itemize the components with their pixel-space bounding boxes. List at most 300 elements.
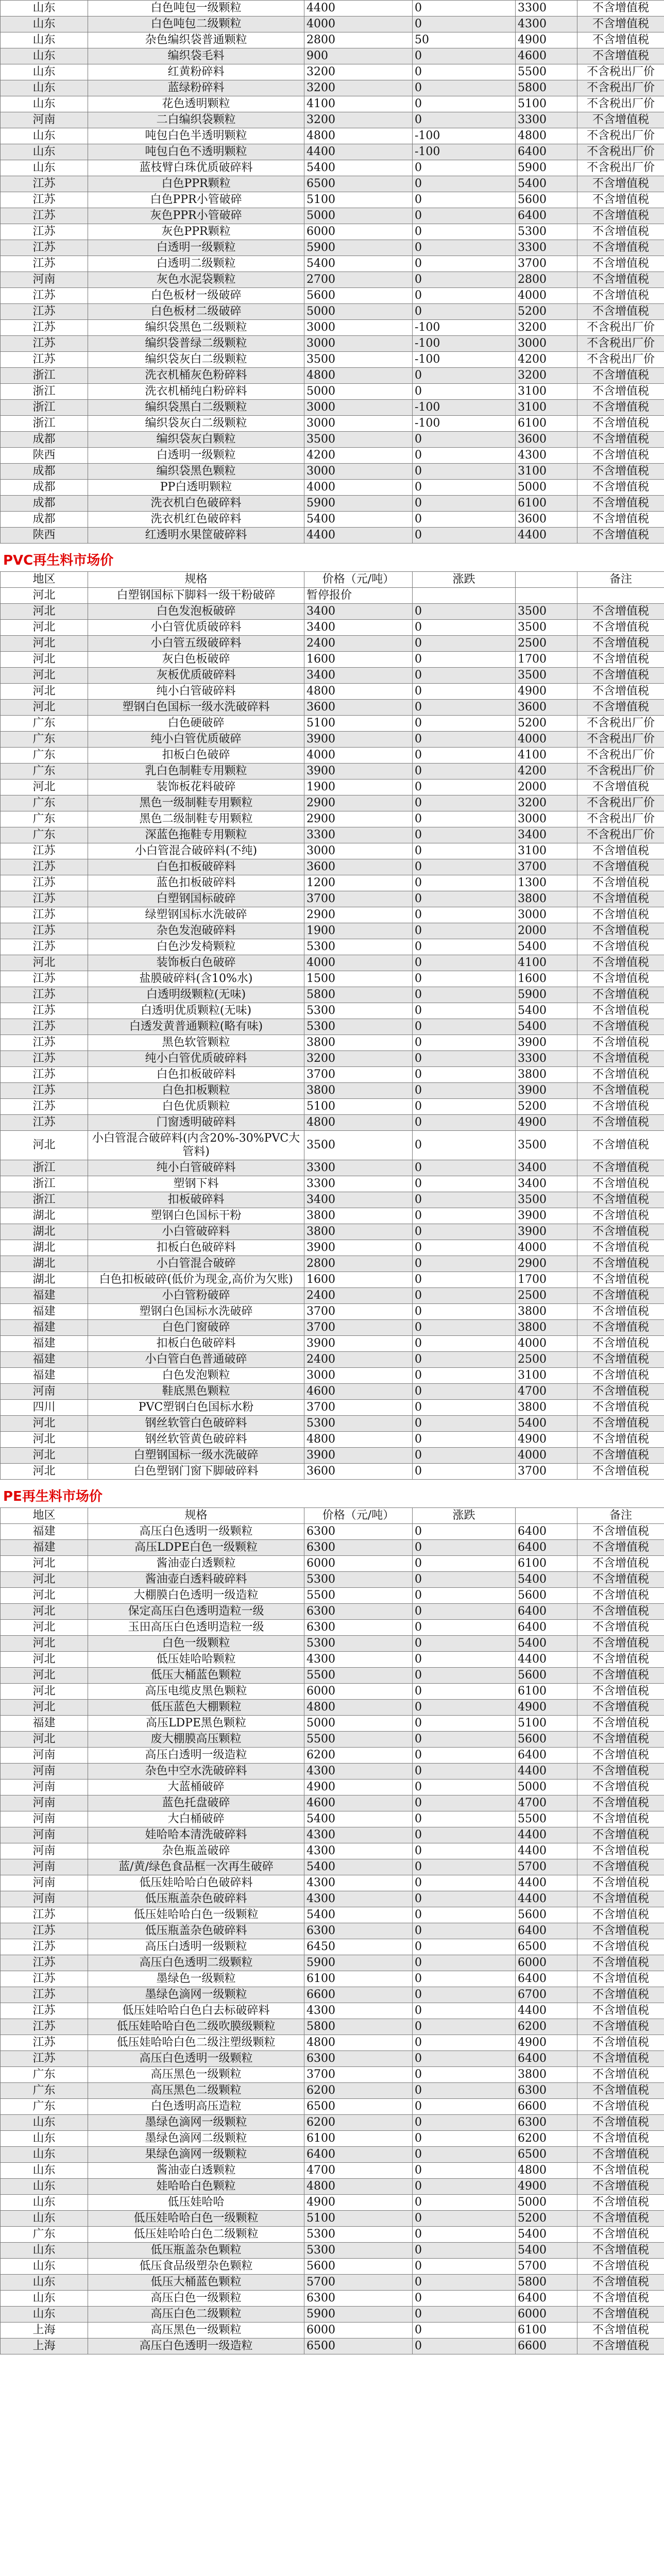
cell-change: 0 (413, 1336, 516, 1352)
cell-after: 5100 (516, 96, 577, 112)
cell-price: 5500 (304, 1732, 413, 1748)
cell-price: 4900 (304, 1780, 413, 1795)
cell-after: 6400 (516, 2051, 577, 2067)
cell-note: 不含增值税 (577, 1352, 664, 1368)
cell-change: 0 (413, 2051, 516, 2067)
cell-region: 湖北 (1, 1272, 88, 1288)
cell-price: 3000 (304, 843, 413, 859)
table-row (1, 1099, 664, 1115)
cell-note: 不含增值税 (577, 400, 664, 416)
cell-spec: 钢丝软管白色破碎料 (88, 1416, 304, 1432)
cell-after: 4000 (516, 1336, 577, 1352)
cell-change: 0 (413, 2323, 516, 2338)
cell-after: 5300 (516, 224, 577, 240)
cell-region: 江苏 (1, 1971, 88, 1987)
cell-spec: 小白管粉破碎 (88, 1288, 304, 1304)
cell-spec: 白塑钢国标破碎 (88, 891, 304, 907)
table-row (1, 1160, 664, 1176)
table-row (1, 400, 664, 416)
cell-region: 福建 (1, 1524, 88, 1540)
table-row (1, 668, 664, 684)
cell-note: 不含增值税 (577, 955, 664, 971)
header-note: 备注 (577, 572, 664, 588)
cell-after: 3000 (516, 336, 577, 352)
cell-note: 不含增值税 (577, 1668, 664, 1684)
cell-change: 0 (413, 2035, 516, 2051)
cell-spec: 小白管混合破碎 (88, 1256, 304, 1272)
cell-region: 湖北 (1, 1256, 88, 1272)
cell-region: 河南 (1, 1843, 88, 1859)
cell-change: 0 (413, 1288, 516, 1304)
cell-region: 江苏 (1, 256, 88, 272)
cell-region: 福建 (1, 1716, 88, 1732)
cell-price: 3200 (304, 64, 413, 80)
table-row (1, 352, 664, 368)
cell-region: 河北 (1, 1464, 88, 1480)
table-row (1, 1556, 664, 1572)
cell-change: 0 (413, 1572, 516, 1588)
cell-spec: 低压瓶盖杂色破碎料 (88, 1923, 304, 1939)
cell-change: 0 (413, 2195, 516, 2211)
cell-spec: 大棚膜白色透明一级造粒 (88, 1588, 304, 1604)
cell-spec: 塑钢白色国标一级水洗破碎料 (88, 700, 304, 716)
cell-after: 3300 (516, 112, 577, 128)
cell-spec: 洗衣机红色破碎料 (88, 512, 304, 528)
cell-note: 不含增值税 (577, 2115, 664, 2131)
cell-spec: 编织袋黑色颗粒 (88, 464, 304, 480)
cell-spec: 高压白透明一级造粒 (88, 1748, 304, 1764)
cell-change: 0 (413, 112, 516, 128)
cell-spec: 白色PPR颗粒 (88, 176, 304, 192)
cell-after: 5600 (516, 1668, 577, 1684)
cell-note: 不含增值税 (577, 256, 664, 272)
cell-note: 不含增值税 (577, 1051, 664, 1067)
cell-price: 暂停报价 (304, 588, 413, 604)
cell-price: 3000 (304, 320, 413, 336)
cell-note: 不含税出厂价 (577, 748, 664, 764)
cell-after: 4800 (516, 2163, 577, 2179)
cell-note: 不含增值税 (577, 1240, 664, 1256)
cell-price: 5100 (304, 192, 413, 208)
cell-price: 4300 (304, 1764, 413, 1780)
cell-price: 5100 (304, 1099, 413, 1115)
cell-after: 6400 (516, 1540, 577, 1556)
cell-after: 3500 (516, 668, 577, 684)
table-row (1, 1320, 664, 1336)
header-after (516, 1508, 577, 1524)
cell-note: 不含增值税 (577, 1684, 664, 1700)
cell-after: 5000 (516, 2195, 577, 2211)
cell-price: 4600 (304, 1384, 413, 1400)
cell-spec: 白色一级颗粒 (88, 1636, 304, 1652)
cell-note: 不含增值税 (577, 1067, 664, 1083)
cell-price: 6300 (304, 1604, 413, 1620)
cell-price: 5400 (304, 1859, 413, 1875)
cell-price: 4800 (304, 128, 413, 144)
cell-change: 0 (413, 1051, 516, 1067)
cell-change: 0 (413, 496, 516, 512)
cell-change: 0 (413, 1083, 516, 1099)
cell-spec: 高压LDPE黑色颗粒 (88, 1716, 304, 1732)
cell-note: 不含增值税 (577, 288, 664, 304)
cell-change: 0 (413, 748, 516, 764)
cell-spec: 编织袋毛料 (88, 48, 304, 64)
table-row (1, 1, 664, 16)
cell-spec: 蓝/黄/绿色食品框一次再生破碎 (88, 1859, 304, 1875)
cell-spec: 扣板白色破碎料 (88, 1336, 304, 1352)
cell-change: 0 (413, 1939, 516, 1955)
table-row (1, 1256, 664, 1272)
cell-price: 5300 (304, 2243, 413, 2259)
cell-change: 0 (413, 1588, 516, 1604)
cell-price: 6300 (304, 2291, 413, 2307)
cell-after: 4700 (516, 1795, 577, 1811)
table-row (1, 1668, 664, 1684)
cell-after: 4400 (516, 2003, 577, 2019)
cell-spec: 扣板白色破碎 (88, 748, 304, 764)
cell-after: 4000 (516, 1448, 577, 1464)
cell-spec: 墨绿色滴网二级颗粒 (88, 2131, 304, 2147)
cell-note: 不含增值税 (577, 2099, 664, 2115)
table-row (1, 1051, 664, 1067)
cell-change (413, 588, 516, 604)
cell-after: 6000 (516, 1955, 577, 1971)
table-row (1, 1971, 664, 1987)
cell-note: 不含增值税 (577, 1099, 664, 1115)
cell-change: 0 (413, 384, 516, 400)
cell-region: 河北 (1, 620, 88, 636)
cell-region: 河北 (1, 636, 88, 652)
cell-region: 山东 (1, 48, 88, 64)
cell-spec: 塑钢下料 (88, 1176, 304, 1192)
table-row (1, 32, 664, 48)
cell-region: 河北 (1, 1416, 88, 1432)
cell-change: 0 (413, 1131, 516, 1160)
cell-price: 3600 (304, 1464, 413, 1480)
cell-after: 3800 (516, 891, 577, 907)
cell-change: 0 (413, 1795, 516, 1811)
cell-after: 1700 (516, 652, 577, 668)
cell-after: 4200 (516, 352, 577, 368)
cell-after: 5100 (516, 1716, 577, 1732)
cell-note: 不含增值税 (577, 971, 664, 987)
cell-price: 3900 (304, 1240, 413, 1256)
table-row (1, 176, 664, 192)
cell-region: 山东 (1, 2131, 88, 2147)
cell-change: 0 (413, 732, 516, 748)
cell-change: 0 (413, 1524, 516, 1540)
cell-spec: 小白管五级破碎料 (88, 636, 304, 652)
table-row (1, 2227, 664, 2243)
cell-spec: 低压瓶盖杂色破碎料 (88, 1891, 304, 1907)
cell-after: 2500 (516, 1288, 577, 1304)
cell-after: 4200 (516, 764, 577, 779)
cell-after: 6000 (516, 2307, 577, 2323)
cell-spec: 高压白色二级颗粒 (88, 2307, 304, 2323)
cell-region: 山东 (1, 80, 88, 96)
cell-after: 5600 (516, 1588, 577, 1604)
table-row (1, 1464, 664, 1480)
cell-price: 3900 (304, 1448, 413, 1464)
table-row (1, 64, 664, 80)
cell-after: 6100 (516, 416, 577, 432)
cell-spec: 小白管白色普通破碎 (88, 1352, 304, 1368)
cell-note: 不含增值税 (577, 923, 664, 939)
cell-change: 0 (413, 2131, 516, 2147)
cell-spec: 低压娃哈哈白色一级颗粒 (88, 2211, 304, 2227)
cell-change: 0 (413, 700, 516, 716)
cell-region: 河北 (1, 668, 88, 684)
table-row (1, 192, 664, 208)
cell-change: 0 (413, 1099, 516, 1115)
table-row (1, 1891, 664, 1907)
cell-spec: 低压娃哈哈 (88, 2195, 304, 2211)
cell-spec: 灰板优质破碎料 (88, 668, 304, 684)
cell-price: 4400 (304, 1, 413, 16)
cell-after: 6400 (516, 1923, 577, 1939)
cell-region: 广东 (1, 2083, 88, 2099)
table-row (1, 2003, 664, 2019)
cell-after: 3500 (516, 1131, 577, 1160)
cell-change: 0 (413, 1556, 516, 1572)
cell-change: 0 (413, 1907, 516, 1923)
cell-note: 不含增值税 (577, 1604, 664, 1620)
cell-after: 3600 (516, 700, 577, 716)
cell-price: 4900 (304, 2195, 413, 2211)
table-row (1, 1795, 664, 1811)
cell-note: 不含增值税 (577, 416, 664, 432)
cell-region: 福建 (1, 1352, 88, 1368)
cell-spec: 黑色一级制鞋专用颗粒 (88, 795, 304, 811)
table-row (1, 1939, 664, 1955)
cell-region: 河南 (1, 1384, 88, 1400)
cell-note: 不含增值税 (577, 32, 664, 48)
cell-change: 0 (413, 1780, 516, 1795)
cell-note: 不含增值税 (577, 891, 664, 907)
table-row (1, 2099, 664, 2115)
cell-change: 0 (413, 2019, 516, 2035)
cell-spec: 白色扣板破碎料 (88, 1067, 304, 1083)
table-row (1, 96, 664, 112)
table-row (1, 652, 664, 668)
cell-region: 成都 (1, 496, 88, 512)
table-row (1, 1384, 664, 1400)
cell-spec: 低压娃哈哈白色二级颗粒 (88, 2227, 304, 2243)
cell-spec: 白色板材二级破碎 (88, 304, 304, 320)
cell-spec: PVC塑钢白色国标水粉 (88, 1400, 304, 1416)
cell-change: 0 (413, 512, 516, 528)
table-row (1, 1019, 664, 1035)
cell-region: 山东 (1, 16, 88, 32)
cell-note: 不含税出厂价 (577, 80, 664, 96)
cell-change: 0 (413, 1035, 516, 1051)
header-spec: 规格 (88, 572, 304, 588)
cell-price: 6300 (304, 2051, 413, 2067)
cell-note: 不含增值税 (577, 2179, 664, 2195)
cell-region: 广东 (1, 795, 88, 811)
cell-price: 4600 (304, 1795, 413, 1811)
cell-spec: 低压蓝色大棚颗粒 (88, 1700, 304, 1716)
cell-region: 山东 (1, 2147, 88, 2163)
cell-region: 江苏 (1, 1923, 88, 1939)
cell-after: 3300 (516, 1, 577, 16)
cell-after: 5000 (516, 480, 577, 496)
cell-change: 0 (413, 1384, 516, 1400)
table-row (1, 1827, 664, 1843)
table-row (1, 1636, 664, 1652)
cell-change: 0 (413, 1208, 516, 1224)
cell-price: 6300 (304, 1620, 413, 1636)
cell-note: 不含增值税 (577, 224, 664, 240)
table-row (1, 1588, 664, 1604)
cell-spec: 编织袋灰白二级颗粒 (88, 416, 304, 432)
cell-region: 山东 (1, 2243, 88, 2259)
cell-price: 2900 (304, 795, 413, 811)
cell-note: 不含增值税 (577, 2035, 664, 2051)
cell-spec: 乳白色制鞋专用颗粒 (88, 764, 304, 779)
cell-region: 江苏 (1, 1115, 88, 1131)
cell-after: 4300 (516, 448, 577, 464)
cell-note: 不含增值税 (577, 1748, 664, 1764)
cell-change: 0 (413, 1700, 516, 1716)
table-row (1, 1811, 664, 1827)
cell-spec: 墨绿色滴网一级颗粒 (88, 2115, 304, 2131)
cell-note: 不含增值税 (577, 2131, 664, 2147)
cell-after: 5800 (516, 80, 577, 96)
cell-region: 山东 (1, 144, 88, 160)
cell-spec: 小白管混合破碎料(内含20%-30%PVC大管料) (88, 1131, 304, 1160)
cell-change: -100 (413, 128, 516, 144)
cell-price: 3400 (304, 620, 413, 636)
cell-after: 4300 (516, 16, 577, 32)
cell-note: 不含增值税 (577, 112, 664, 128)
cell-note: 不含税出厂价 (577, 144, 664, 160)
price-table (0, 1507, 664, 2354)
cell-note: 不含增值税 (577, 1256, 664, 1272)
cell-region: 山东 (1, 96, 88, 112)
cell-note: 不含增值税 (577, 1827, 664, 1843)
cell-change: 0 (413, 80, 516, 96)
cell-price: 5400 (304, 1907, 413, 1923)
cell-price: 4400 (304, 144, 413, 160)
table-row (1, 1240, 664, 1256)
cell-spec: 低压瓶盖杂色颗粒 (88, 2243, 304, 2259)
cell-price: 4300 (304, 1891, 413, 1907)
cell-note: 不含增值税 (577, 1636, 664, 1652)
cell-after: 3100 (516, 464, 577, 480)
cell-after: 6300 (516, 2083, 577, 2099)
cell-change: 0 (413, 1732, 516, 1748)
cell-spec: 黑色二级制鞋专用颗粒 (88, 811, 304, 827)
cell-price: 5300 (304, 1572, 413, 1588)
cell-note: 不含增值税 (577, 875, 664, 891)
cell-change: 0 (413, 2307, 516, 2323)
section-title: PVC再生料市场价 (3, 553, 114, 568)
cell-after: 3800 (516, 1067, 577, 1083)
cell-change: 0 (413, 448, 516, 464)
table-row (1, 2051, 664, 2067)
cell-price: 4800 (304, 2035, 413, 2051)
cell-spec: 白塑钢国标下脚料一级干粉破碎 (88, 588, 304, 604)
cell-note: 不含增值税 (577, 1384, 664, 1400)
table-row (1, 1604, 664, 1620)
table-row (1, 1224, 664, 1240)
cell-note: 不含税出厂价 (577, 320, 664, 336)
cell-note: 不含税出厂价 (577, 764, 664, 779)
table-row (1, 620, 664, 636)
cell-region: 浙江 (1, 384, 88, 400)
table-row (1, 80, 664, 96)
cell-price: 5500 (304, 1588, 413, 1604)
cell-spec: 编织袋黑色二级颗粒 (88, 320, 304, 336)
cell-note: 不含增值税 (577, 2227, 664, 2243)
table-row (1, 1684, 664, 1700)
cell-spec: 编织袋灰白颗粒 (88, 432, 304, 448)
cell-after: 5800 (516, 2275, 577, 2291)
cell-note: 不含增值税 (577, 304, 664, 320)
cell-change: 0 (413, 2291, 516, 2307)
cell-change: 0 (413, 1115, 516, 1131)
cell-spec: 墨绿色一级颗粒 (88, 1971, 304, 1987)
cell-region: 成都 (1, 432, 88, 448)
cell-spec: 白色硬破碎 (88, 716, 304, 732)
cell-spec: 纯小白管破碎料 (88, 684, 304, 700)
cell-note: 不含增值税 (577, 1272, 664, 1288)
cell-region: 上海 (1, 2338, 88, 2354)
cell-note: 不含增值税 (577, 1955, 664, 1971)
cell-note: 不含增值税 (577, 1336, 664, 1352)
cell-note: 不含增值税 (577, 1987, 664, 2003)
cell-spec: 玉田高压白色透明造粒一级 (88, 1620, 304, 1636)
cell-spec: 白色扣板颗粒 (88, 1083, 304, 1099)
cell-note: 不含增值税 (577, 2243, 664, 2259)
cell-change: 0 (413, 1067, 516, 1083)
cell-note: 不含增值税 (577, 464, 664, 480)
cell-change: 50 (413, 32, 516, 48)
cell-after: 4400 (516, 1875, 577, 1891)
cell-note: 不含增值税 (577, 843, 664, 859)
cell-change: 0 (413, 843, 516, 859)
table-row (1, 1003, 664, 1019)
cell-note: 不含税出厂价 (577, 811, 664, 827)
cell-change: 0 (413, 1668, 516, 1684)
table-row (1, 160, 664, 176)
cell-region: 江苏 (1, 1051, 88, 1067)
cell-note: 不含增值税 (577, 700, 664, 716)
cell-region: 江苏 (1, 2051, 88, 2067)
cell-spec: 纯小白管优质破碎 (88, 732, 304, 748)
cell-note: 不含增值税 (577, 1224, 664, 1240)
cell-after: 3900 (516, 1083, 577, 1099)
cell-after: 5600 (516, 1907, 577, 1923)
cell-price: 6500 (304, 176, 413, 192)
cell-region: 陕西 (1, 528, 88, 544)
cell-spec: 废大棚膜高压颗粒 (88, 1732, 304, 1748)
cell-change: 0 (413, 96, 516, 112)
cell-change: 0 (413, 1019, 516, 1035)
cell-region: 山东 (1, 2307, 88, 2323)
cell-region: 河北 (1, 1732, 88, 1748)
cell-price: 5300 (304, 939, 413, 955)
cell-after: 3900 (516, 1208, 577, 1224)
table-row (1, 256, 664, 272)
cell-price: 5300 (304, 2227, 413, 2243)
cell-change: 0 (413, 1256, 516, 1272)
table-row (1, 2259, 664, 2275)
cell-after: 5900 (516, 160, 577, 176)
cell-note: 不含增值税 (577, 2259, 664, 2275)
cell-price: 4300 (304, 1827, 413, 1843)
